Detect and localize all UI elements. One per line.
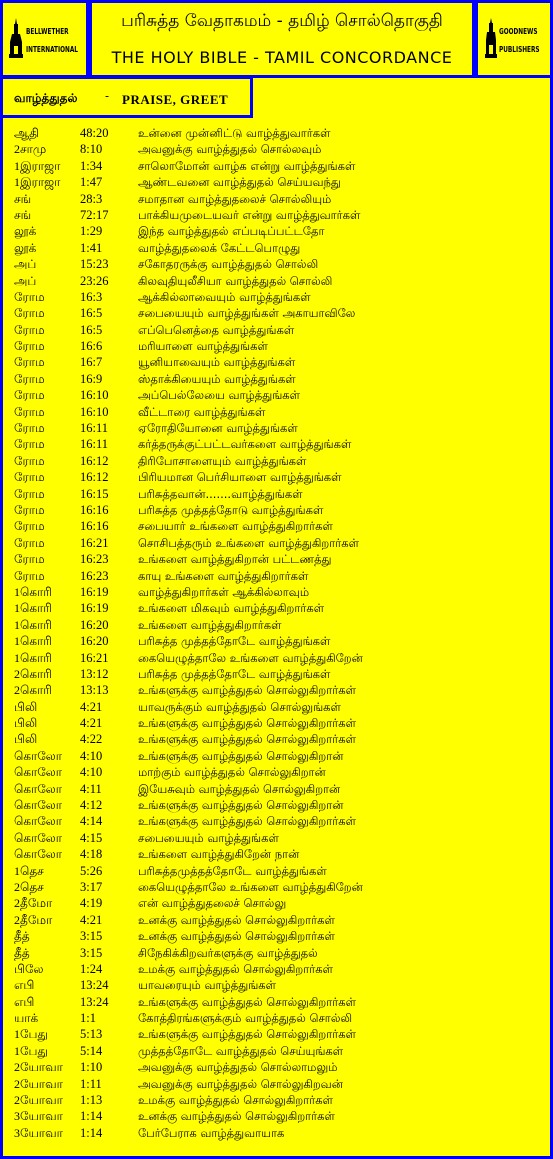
- list-item: [14, 929, 544, 945]
- book-abbrev: அப்: [14, 257, 37, 272]
- verse-reference: 1:41: [80, 240, 103, 255]
- verse-text: ஆக்கில்லாவையும் வாழ்த்துங்கள்: [138, 289, 311, 304]
- verse-reference: 28:3: [80, 191, 103, 206]
- verse-reference: 16:21: [80, 535, 109, 550]
- book-abbrev: லூக்: [14, 240, 37, 255]
- book-abbrev: யாக்: [14, 1011, 39, 1026]
- verse-reference: 4:11: [80, 781, 102, 796]
- book-abbrev: ரோம: [14, 388, 45, 403]
- list-item: [14, 765, 544, 781]
- verse-text: கையெழுத்தாலே உங்களை வாழ்த்துகிறேன்: [138, 650, 363, 665]
- verse-reference: 8:10: [80, 142, 103, 157]
- verse-reference: 16:11: [80, 421, 109, 436]
- book-abbrev: 2தீமோ: [14, 912, 53, 927]
- topic-tamil: வாழ்த்துதல்: [14, 91, 78, 105]
- verse-reference: 16:21: [80, 650, 109, 665]
- list-item: [14, 732, 544, 748]
- list-item: [14, 896, 544, 912]
- verse-text: பரிசுத்த முத்தத்தோடு வாழ்த்துங்கள்: [138, 502, 324, 517]
- verse-reference: 16:11: [80, 437, 109, 452]
- verse-text: உங்களை மிகவும் வாழ்த்துகிறார்கள்: [138, 601, 325, 616]
- list-item: [14, 175, 544, 191]
- verse-reference: 5:26: [80, 863, 103, 878]
- verse-reference: 13:13: [80, 683, 109, 698]
- verse-text: சபையையும் வாழ்த்துங்கள் அகாயாவிலே: [138, 306, 356, 321]
- verse-text: சிநேகிக்கிறவர்களுக்கு வாழ்த்துதல்: [138, 945, 318, 960]
- verse-reference: 1:34: [80, 158, 103, 173]
- list-item: [14, 126, 544, 142]
- book-abbrev: பிலே: [14, 961, 44, 976]
- verse-reference: 16:19: [80, 601, 109, 616]
- verse-text: வாழ்த்துகிறார்கள் ஆக்கில்லாவும்: [138, 584, 310, 599]
- verse-text: ஸ்தாக்கியையும் வாழ்த்துங்கள்: [138, 371, 296, 386]
- verse-text: பாக்கியமுடையவர் என்று வாழ்த்துவார்கள்: [138, 207, 361, 222]
- list-item: [14, 864, 544, 880]
- book-abbrev: ரோம: [14, 404, 45, 419]
- list-item: [14, 208, 544, 224]
- verse-text: உங்களுக்கு வாழ்த்துதல் சொல்லுகிறார்கள்: [138, 683, 357, 698]
- title-header: [89, 0, 475, 78]
- verse-reference: 16:19: [80, 584, 109, 599]
- list-item: [14, 667, 544, 683]
- book-abbrev: 3யோவா: [14, 1125, 63, 1140]
- verse-text: யாவரையும் வாழ்த்துங்கள்: [138, 978, 277, 993]
- verse-reference: 4:14: [80, 814, 103, 829]
- book-abbrev: ரோம: [14, 502, 45, 517]
- list-item: [14, 192, 544, 208]
- verse-reference: 23:26: [80, 273, 109, 288]
- book-abbrev: ரோம: [14, 421, 45, 436]
- list-item: [14, 454, 544, 470]
- book-abbrev: 1கொரி: [14, 601, 52, 616]
- verse-reference: 16:6: [80, 339, 103, 354]
- book-abbrev: 2சாமு: [14, 142, 47, 157]
- verse-reference: 4:21: [80, 699, 103, 714]
- book-abbrev: 2யோவா: [14, 1076, 63, 1091]
- book-abbrev: 2தீமோ: [14, 896, 53, 911]
- book-abbrev: கொலோ: [14, 781, 63, 796]
- list-item: [14, 1077, 544, 1093]
- verse-text: உனக்கு வாழ்த்துதல் சொல்லுகிறார்கள்: [138, 912, 335, 927]
- book-abbrev: ரோம: [14, 470, 45, 485]
- book-abbrev: ரோம: [14, 355, 45, 370]
- list-item: [14, 323, 544, 339]
- book-abbrev: அப்: [14, 273, 37, 288]
- tower-icon: [485, 18, 497, 58]
- verse-reference: 16:9: [80, 371, 103, 386]
- verse-reference: 16:12: [80, 470, 109, 485]
- book-abbrev: கொலோ: [14, 814, 63, 829]
- book-abbrev: பிலி: [14, 732, 38, 747]
- list-item: [14, 782, 544, 798]
- list-item: [14, 1060, 544, 1076]
- book-abbrev: 1இராஜா: [14, 175, 61, 190]
- verse-reference: 16:3: [80, 289, 103, 304]
- verse-text: உங்களை வாழ்த்துகிறார்கள்: [138, 617, 282, 632]
- book-abbrev: 1கொரி: [14, 634, 52, 649]
- verse-reference: 1:11: [80, 1076, 102, 1091]
- verse-text: உங்களுக்கு வாழ்த்துதல் சொல்லுகிறார்கள்: [138, 1027, 357, 1042]
- list-item: [14, 601, 544, 617]
- verse-text: பரிசுத்த முத்தத்தோடே வாழ்த்துங்கள்: [138, 666, 331, 681]
- verse-reference: 16:23: [80, 568, 109, 583]
- book-abbrev: 1கொரி: [14, 650, 52, 665]
- list-item: [14, 339, 544, 355]
- list-item: [14, 946, 544, 962]
- verse-reference: 1:1: [80, 1011, 96, 1026]
- book-abbrev: ரோம: [14, 486, 45, 501]
- verse-reference: 4:15: [80, 830, 103, 845]
- list-item: [14, 798, 544, 814]
- list-item: [14, 880, 544, 896]
- topic-heading: [0, 76, 253, 118]
- verse-text: மாற்கும் வாழ்த்துதல் சொல்லுகிறான்: [138, 765, 326, 780]
- verse-reference: 15:23: [80, 257, 109, 272]
- book-abbrev: ரோம: [14, 339, 45, 354]
- verse-reference: 4:21: [80, 716, 103, 731]
- book-abbrev: 3யோவா: [14, 1109, 63, 1124]
- book-abbrev: ரோம: [14, 437, 45, 452]
- verse-reference: 3:17: [80, 879, 103, 894]
- logo-line-1: GOODNEWS: [499, 27, 538, 36]
- book-abbrev: கொலோ: [14, 830, 63, 845]
- list-item: [14, 355, 544, 371]
- verse-reference: 4:12: [80, 798, 103, 813]
- verse-text: அவனுக்கு வாழ்த்துதல் சொல்லாமலும்: [138, 1060, 338, 1075]
- verse-text: கையெழுத்தாலே உங்களை வாழ்த்துகிறேன்: [138, 879, 363, 894]
- list-item: [14, 962, 544, 978]
- logo-line-2: INTERNATIONAL: [26, 45, 78, 54]
- list-item: [14, 405, 544, 421]
- list-item: [14, 142, 544, 158]
- list-item: [14, 1109, 544, 1125]
- verse-text: சபையார் உங்களை வாழ்த்துகிறார்கள்: [138, 519, 333, 534]
- verse-text: வாழ்த்துதலைக் கேட்டபொழுது: [138, 240, 301, 255]
- verse-text: சமாதான வாழ்த்துதலைச் சொல்லியும்: [138, 191, 332, 206]
- book-abbrev: 1பேது: [14, 1027, 48, 1042]
- list-item: [14, 683, 544, 699]
- verse-reference: 16:16: [80, 519, 109, 534]
- book-abbrev: சங்: [14, 207, 32, 222]
- book-abbrev: கொலோ: [14, 847, 63, 862]
- verse-text: முத்தத்தோடே வாழ்த்துதல் செய்யுங்கள்: [138, 1043, 344, 1058]
- book-abbrev: ஆதி: [14, 126, 40, 140]
- list-item: [14, 536, 544, 552]
- concordance-list: [14, 126, 544, 1142]
- verse-reference: 16:5: [80, 306, 103, 321]
- book-abbrev: 2யோவா: [14, 1093, 63, 1108]
- verse-reference: 72:17: [80, 207, 109, 222]
- verse-reference: 16:5: [80, 322, 103, 337]
- list-item: [14, 651, 544, 667]
- list-item: [14, 372, 544, 388]
- list-item: [14, 519, 544, 535]
- book-abbrev: தீத்: [14, 945, 30, 960]
- title-english: THE HOLY BIBLE - TAMIL CONCORDANCE: [111, 48, 453, 67]
- verse-text: பரிசுத்தவான்.......வாழ்த்துங்கள்: [138, 486, 303, 501]
- verse-reference: 16:20: [80, 617, 109, 632]
- verse-text: திரிபோசாளையும் வாழ்த்துங்கள்: [138, 453, 307, 468]
- book-abbrev: கொலோ: [14, 748, 63, 763]
- verse-text: அவனுக்கு வாழ்த்துதல் சொல்லுகிறவன்: [138, 1076, 343, 1091]
- bellwether-logo: [0, 0, 89, 78]
- verse-text: எப்பெனெத்தை வாழ்த்துங்கள்: [138, 322, 295, 337]
- verse-text: ஆண்டவனை வாழ்த்துதல் செய்யவந்து: [138, 175, 341, 190]
- book-abbrev: பிலி: [14, 699, 38, 714]
- list-item: [14, 552, 544, 568]
- verse-reference: 13:24: [80, 994, 109, 1009]
- verse-text: உங்களுக்கு வாழ்த்துதல் சொல்லுகிறார்கள்: [138, 732, 357, 747]
- verse-text: உமக்கு வாழ்த்துதல் சொல்லுகிறார்கள்: [138, 1093, 333, 1108]
- verse-text: இயேசுவும் வாழ்த்துதல் சொல்லுகிறான்: [138, 781, 341, 796]
- book-abbrev: பிலி: [14, 716, 38, 731]
- verse-reference: 48:20: [80, 126, 109, 140]
- verse-text: உங்களுக்கு வாழ்த்துதல் சொல்லுகிறான்: [138, 748, 344, 763]
- list-item: [14, 700, 544, 716]
- verse-text: உங்களுக்கு வாழ்த்துதல் சொல்லுகிறான்: [138, 798, 344, 813]
- verse-reference: 16:10: [80, 404, 109, 419]
- book-abbrev: கொலோ: [14, 765, 63, 780]
- verse-reference: 16:12: [80, 453, 109, 468]
- verse-reference: 1:14: [80, 1109, 103, 1124]
- list-item: [14, 421, 544, 437]
- verse-text: உன்னை முன்னிட்டு வாழ்த்துவார்கள்: [138, 126, 331, 140]
- book-abbrev: கொலோ: [14, 798, 63, 813]
- list-item: [14, 978, 544, 994]
- verse-reference: 4:21: [80, 912, 103, 927]
- verse-text: என் வாழ்த்துதலைச் சொல்லு: [138, 896, 287, 911]
- book-abbrev: தீத்: [14, 929, 30, 944]
- list-item: [14, 487, 544, 503]
- verse-text: உங்களுக்கு வாழ்த்துதல் சொல்லுகிறார்கள்: [138, 994, 357, 1009]
- book-abbrev: 1கொரி: [14, 584, 52, 599]
- verse-text: உங்களுக்கு வாழ்த்துதல் சொல்லுகிறார்கள்: [138, 814, 357, 829]
- verse-reference: 1:29: [80, 224, 103, 239]
- list-item: [14, 503, 544, 519]
- church-icon: [9, 18, 23, 58]
- verse-text: பரிசுத்தமுத்தத்தோடே வாழ்த்துங்கள்: [138, 863, 327, 878]
- list-item: [14, 913, 544, 929]
- verse-text: உங்களுக்கு வாழ்த்துதல் சொல்லுகிறார்கள்: [138, 716, 357, 731]
- list-item: [14, 257, 544, 273]
- verse-reference: 3:15: [80, 929, 103, 944]
- verse-reference: 13:24: [80, 978, 109, 993]
- book-abbrev: ரோம: [14, 552, 45, 567]
- verse-reference: 16:7: [80, 355, 103, 370]
- list-item: [14, 1126, 544, 1142]
- book-abbrev: 2தெச: [14, 879, 44, 894]
- verse-text: சொசிபத்தரும் உங்களை வாழ்த்துகிறார்கள்: [138, 535, 359, 550]
- list-item: [14, 306, 544, 322]
- verse-text: அப்பெல்லேயை வாழ்த்துங்கள்: [138, 388, 301, 403]
- list-item: [14, 290, 544, 306]
- list-item: [14, 569, 544, 585]
- verse-reference: 1:47: [80, 175, 103, 190]
- list-item: [14, 634, 544, 650]
- verse-text: யாவருக்கும் வாழ்த்துதல் சொல்லுங்கள்: [138, 699, 341, 714]
- verse-text: கோத்திரங்களுக்கும் வாழ்த்துதல் சொல்லி: [138, 1011, 353, 1026]
- list-item: [14, 1027, 544, 1043]
- verse-text: ஏரோதியோனை வாழ்த்துங்கள்: [138, 421, 298, 436]
- verse-reference: 16:15: [80, 486, 109, 501]
- verse-reference: 3:15: [80, 945, 103, 960]
- book-abbrev: ரோம: [14, 568, 45, 583]
- verse-reference: 1:24: [80, 961, 103, 976]
- book-abbrev: 1தெச: [14, 863, 44, 878]
- verse-text: உங்களை வாழ்த்துகிறான் பட்டணத்து: [138, 552, 332, 567]
- verse-text: சாலொமோன் வாழ்க என்று வாழ்த்துங்கள்: [138, 158, 356, 173]
- list-item: [14, 274, 544, 290]
- list-item: [14, 159, 544, 175]
- title-tamil: பரிசுத்த வேதாகமம் - தமிழ் சொல்தொகுதி: [121, 11, 443, 31]
- verse-text: இந்த வாழ்த்துதல் எப்படிப்பட்டதோ: [138, 224, 325, 239]
- list-item: [14, 618, 544, 634]
- logo-line-2: PUBLISHERS: [499, 45, 540, 54]
- book-abbrev: லூக்: [14, 224, 37, 239]
- verse-reference: 4:10: [80, 765, 103, 780]
- list-item: [14, 831, 544, 847]
- verse-reference: 16:20: [80, 634, 109, 649]
- verse-reference: 16:10: [80, 388, 109, 403]
- list-item: [14, 847, 544, 863]
- goodnews-logo: [475, 0, 553, 78]
- verse-reference: 1:14: [80, 1125, 103, 1140]
- verse-text: கர்த்தருக்குட்பட்டவர்களை வாழ்த்துங்கள்: [138, 437, 352, 452]
- list-item: [14, 388, 544, 404]
- verse-reference: 4:19: [80, 896, 103, 911]
- list-item: [14, 1093, 544, 1109]
- book-abbrev: 1பேது: [14, 1043, 48, 1058]
- verse-reference: 16:16: [80, 502, 109, 517]
- list-item: [14, 585, 544, 601]
- verse-text: மரியாளை வாழ்த்துங்கள்: [138, 339, 268, 354]
- verse-reference: 5:14: [80, 1043, 103, 1058]
- list-item: [14, 749, 544, 765]
- verse-reference: 4:22: [80, 732, 103, 747]
- book-abbrev: சங்: [14, 191, 32, 206]
- verse-reference: 16:23: [80, 552, 109, 567]
- verse-reference: 4:10: [80, 748, 103, 763]
- book-abbrev: 2கொரி: [14, 666, 52, 681]
- list-item: [14, 470, 544, 486]
- verse-text: சபையையும் வாழ்த்துங்கள்: [138, 830, 279, 845]
- verse-reference: 4:18: [80, 847, 103, 862]
- book-abbrev: ரோம: [14, 453, 45, 468]
- book-abbrev: ரோம: [14, 535, 45, 550]
- verse-reference: 1:13: [80, 1093, 103, 1108]
- book-abbrev: 1கொரி: [14, 617, 52, 632]
- verse-text: யூனியாவையும் வாழ்த்துங்கள்: [138, 355, 296, 370]
- list-item: [14, 1044, 544, 1060]
- book-abbrev: ரோம: [14, 289, 45, 304]
- book-abbrev: எபி: [14, 994, 35, 1009]
- book-abbrev: 2கொரி: [14, 683, 52, 698]
- list-item: [14, 224, 544, 240]
- list-item: [14, 437, 544, 453]
- verse-text: பிரியமான பெர்சியாளை வாழ்த்துங்கள்: [138, 470, 342, 485]
- verse-text: பரிசுத்த முத்தத்தோடே வாழ்த்துங்கள்: [138, 634, 331, 649]
- book-abbrev: ரோம: [14, 322, 45, 337]
- verse-text: உனக்கு வாழ்த்துதல் சொல்லுகிறார்கள்: [138, 1109, 335, 1124]
- verse-reference: 1:10: [80, 1060, 103, 1075]
- verse-text: கிலவுதியுலீசியா வாழ்த்துதல் சொல்லி: [138, 273, 333, 288]
- list-item: [14, 995, 544, 1011]
- verse-text: உமக்கு வாழ்த்துதல் சொல்லுகிறார்கள்: [138, 961, 333, 976]
- list-item: [14, 814, 544, 830]
- verse-text: உங்களை வாழ்த்துகிறேன் நான்: [138, 847, 300, 862]
- list-item: [14, 716, 544, 732]
- topic-english: PRAISE, GREET: [122, 92, 229, 107]
- list-item: [14, 1011, 544, 1027]
- book-abbrev: 1இராஜா: [14, 158, 61, 173]
- verse-text: உனக்கு வாழ்த்துதல் சொல்லுகிறார்கள்: [138, 929, 335, 944]
- book-abbrev: எபி: [14, 978, 35, 993]
- book-abbrev: 2யோவா: [14, 1060, 63, 1075]
- book-abbrev: ரோம: [14, 306, 45, 321]
- list-item: [14, 241, 544, 257]
- verse-text: பேர்பேராக வாழ்த்துவாயாக: [138, 1125, 285, 1140]
- book-abbrev: ரோம: [14, 519, 45, 534]
- verse-reference: 5:13: [80, 1027, 103, 1042]
- verse-text: காயு உங்களை வாழ்த்துகிறார்கள்: [138, 568, 309, 583]
- topic-separator: -: [105, 89, 110, 103]
- verse-text: சகோதரருக்கு வாழ்த்துதல் சொல்லி: [138, 257, 319, 272]
- verse-text: அவனுக்கு வாழ்த்துதல் சொல்லவும்: [138, 142, 322, 157]
- verse-text: வீட்டாரை வாழ்த்துங்கள்: [138, 404, 266, 419]
- logo-line-1: BELLWETHER: [26, 27, 69, 36]
- verse-reference: 13:12: [80, 666, 109, 681]
- book-abbrev: ரோம: [14, 371, 45, 386]
